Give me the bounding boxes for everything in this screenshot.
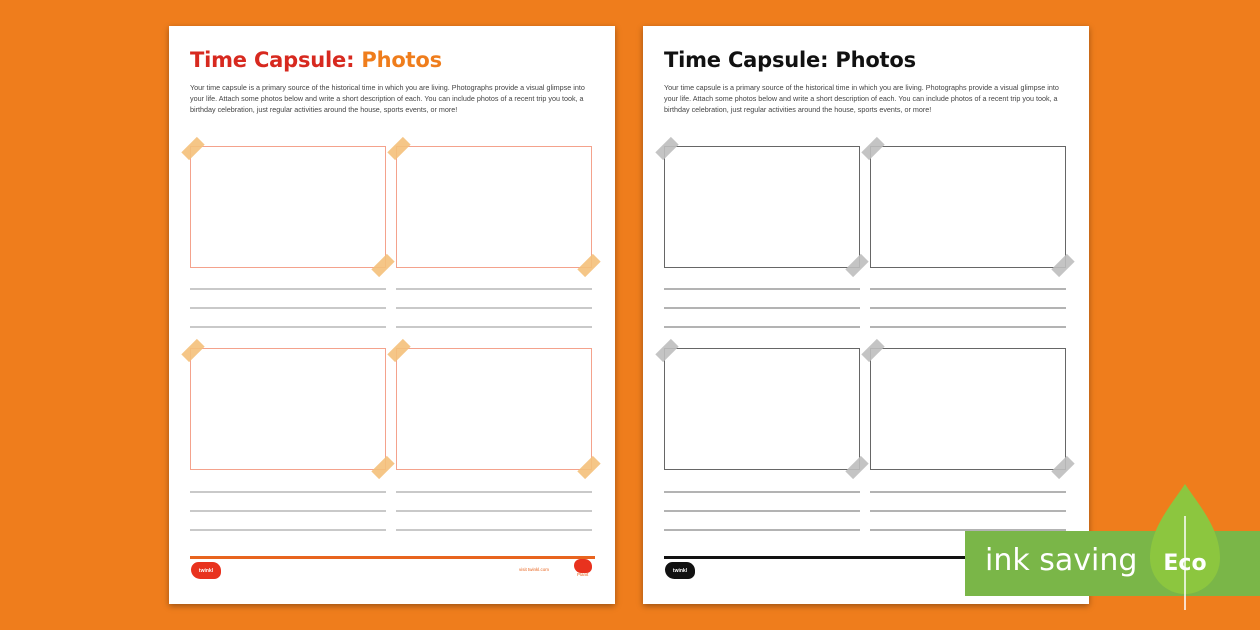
- writing-line: [870, 288, 1066, 290]
- writing-line: [664, 326, 860, 328]
- worksheet-intro: Your time capsule is a primary source of the historical time in which you are living. Photographs provide a visual glimpse into your life. Attach some photos below and write a short description of each. You can include photos of a recent trip you took, a birthday celebration, just regular activities around the house, sports events, or more!: [190, 83, 585, 114]
- writing-line: [396, 510, 592, 512]
- worksheet-title: [664, 48, 916, 72]
- writing-line: [190, 510, 386, 512]
- tape-corner: [845, 456, 868, 479]
- writing-line: [396, 307, 592, 309]
- footer-rule: [190, 556, 595, 559]
- tape-corner: [845, 254, 868, 277]
- writing-line: [396, 491, 592, 493]
- eco-label: Eco: [1163, 551, 1207, 576]
- tape-corner: [181, 339, 204, 362]
- tape-corner: [577, 254, 600, 277]
- tape-corner: [577, 456, 600, 479]
- writing-line: [870, 326, 1066, 328]
- photo-frame: [190, 146, 386, 268]
- twinkl-logo: twinkl: [191, 562, 221, 579]
- writing-line: [396, 288, 592, 290]
- writing-line: [870, 491, 1066, 493]
- tape-corner: [387, 339, 410, 362]
- writing-line: [396, 326, 592, 328]
- writing-line: [190, 307, 386, 309]
- tape-corner: [371, 456, 394, 479]
- tape-corner: [1051, 456, 1074, 479]
- writing-line: [870, 510, 1066, 512]
- tape-corner: [861, 339, 884, 362]
- worksheet-intro: Your time capsule is a primary source of the historical time in which you are living. Photographs provide a visual glimpse into your life. Attach some photos below and write a short description of each. You can include photos of a recent trip you took, a birthday celebration, just regular activities around the house, sports events, or more!: [664, 83, 1059, 114]
- writing-line: [664, 491, 860, 493]
- ink-saving-label: ink saving: [985, 543, 1138, 578]
- writing-line: [664, 529, 860, 531]
- photo-frame: [396, 146, 592, 268]
- tape-corner: [655, 137, 678, 160]
- planit-logo: [574, 559, 592, 573]
- tape-corner: [655, 339, 678, 362]
- worksheet-ink-saving-version: [643, 26, 1089, 604]
- footer-website: visit twinkl.com: [519, 567, 550, 572]
- photo-frame: [870, 146, 1066, 268]
- writing-line: [870, 307, 1066, 309]
- title-part2: Photos: [361, 48, 442, 72]
- tape-corner: [861, 137, 884, 160]
- twinkl-logo: twinkl: [665, 562, 695, 579]
- writing-line: [664, 307, 860, 309]
- writing-line: [190, 491, 386, 493]
- title-part1: Time Capsule:: [190, 48, 355, 72]
- writing-line: [664, 510, 860, 512]
- photo-frame: [190, 348, 386, 470]
- title-part1: Time Capsule:: [664, 48, 829, 72]
- writing-line: [190, 288, 386, 290]
- tape-corner: [371, 254, 394, 277]
- tape-corner: [1051, 254, 1074, 277]
- title-part2: Photos: [835, 48, 916, 72]
- photo-frame: [870, 348, 1066, 470]
- photo-frame: [664, 146, 860, 268]
- tape-corner: [181, 137, 204, 160]
- eco-leaf-icon: [1146, 482, 1224, 610]
- tape-corner: [387, 137, 410, 160]
- worksheet-title: [190, 48, 442, 72]
- photo-frame: [396, 348, 592, 470]
- planit-label: Planit: [577, 572, 589, 577]
- photo-frame: [664, 348, 860, 470]
- writing-line: [190, 326, 386, 328]
- writing-line: [664, 288, 860, 290]
- writing-line: [190, 529, 386, 531]
- worksheet-color-version: [169, 26, 615, 604]
- writing-line: [396, 529, 592, 531]
